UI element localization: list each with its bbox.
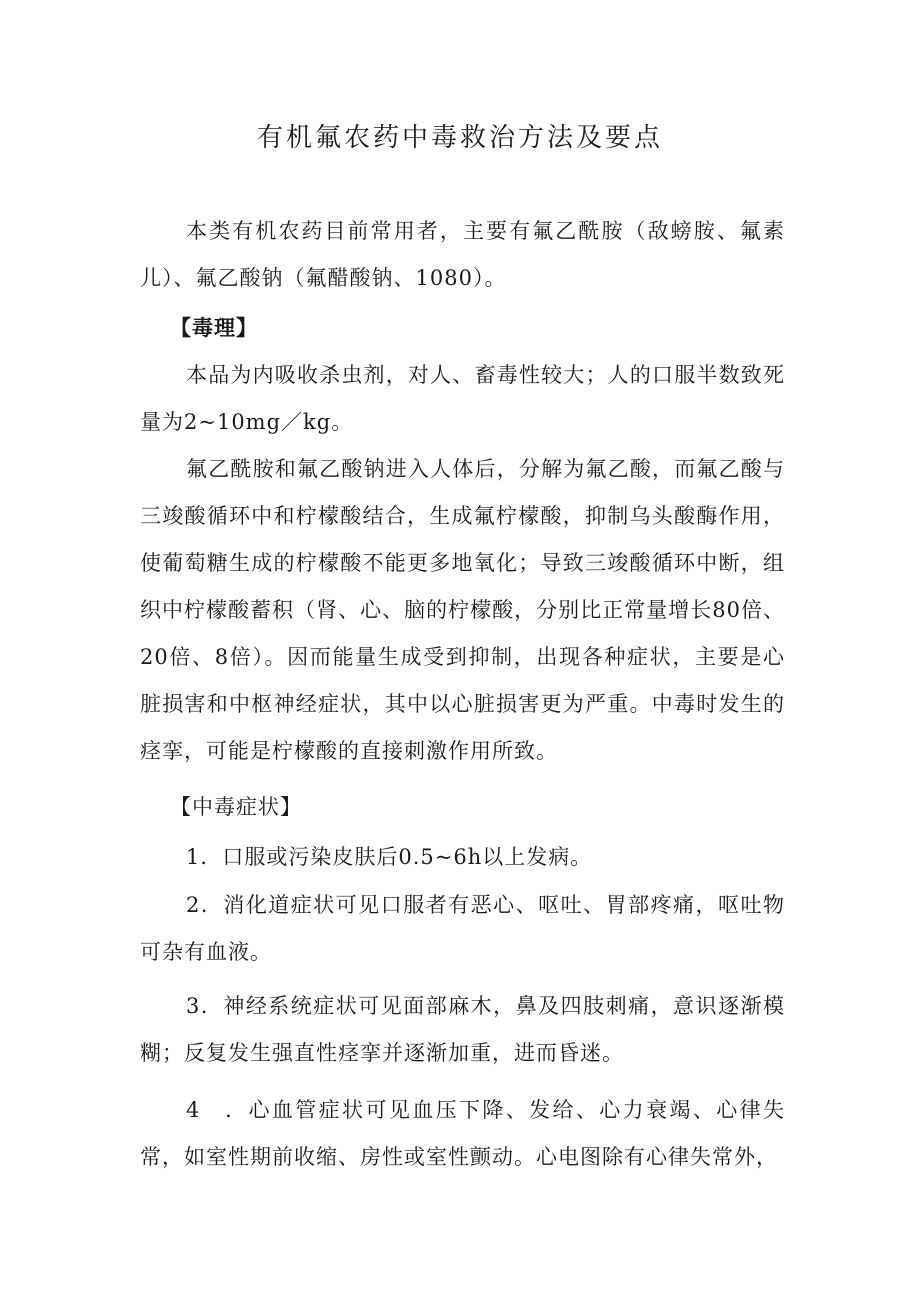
document-title: 有机氟农药中毒救治方法及要点 — [256, 123, 663, 153]
symptom-item-1: 1．口服或污染皮肤后0.5~6h以上发病。 — [186, 845, 593, 869]
symptom-item-2: 2．消化道症状可见口服者有恶心、呕吐、胃部疼痛，呕吐物可杂有血液。 — [140, 893, 785, 964]
symptoms-heading: 【中毒症状】 — [170, 795, 302, 819]
intro-paragraph: 本类有机农药目前常用者，主要有氟乙酰胺（敌螃胺、氟素儿）、氟乙酸钠（氟醋酸钠、1080）。 — [140, 219, 785, 290]
symptom-item-3: 3．神经系统症状可见面部麻木，鼻及四肢刺痛，意识逐渐模糊；反复发生强直性痉挛并逐渐加重，进而昏迷。 — [140, 994, 785, 1065]
toxicology-heading: 【毒理】 — [170, 315, 258, 340]
toxicology-paragraph-1: 本品为内吸收杀虫剂，对人、畜毒性较大；人的口服半数致死量为2~10mg／kg。 — [140, 363, 785, 434]
toxicology-paragraph-2: 氟乙酰胺和氟乙酸钠进入人体后，分解为氟乙酸，而氟乙酸与三竣酸循环中和柠檬酸结合，生成氟柠檬酸，抑制乌头酸酶作用，使葡萄糖生成的柠檬酸不能更多地氧化；导致三竣酸循环中断，组织中柠檬酸蓄积（肾、心、脑的柠檬酸，分别比正常量增长80倍、20倍、8倍）。因而能量生成受到抑制，出现各种症状，主要是心脏损害和中枢神经症状，其中以心脏损害更为严重。中毒时发生的痉挛，可能是柠檬酸的直接刺激作用所致。 — [140, 457, 785, 763]
symptom-item-4: 4 ．心血管症状可见血压下降、发给、心力衰竭、心律失常，如室性期前收缩、房性或室性颤动。心电图除有心律失常外， — [140, 1098, 785, 1169]
